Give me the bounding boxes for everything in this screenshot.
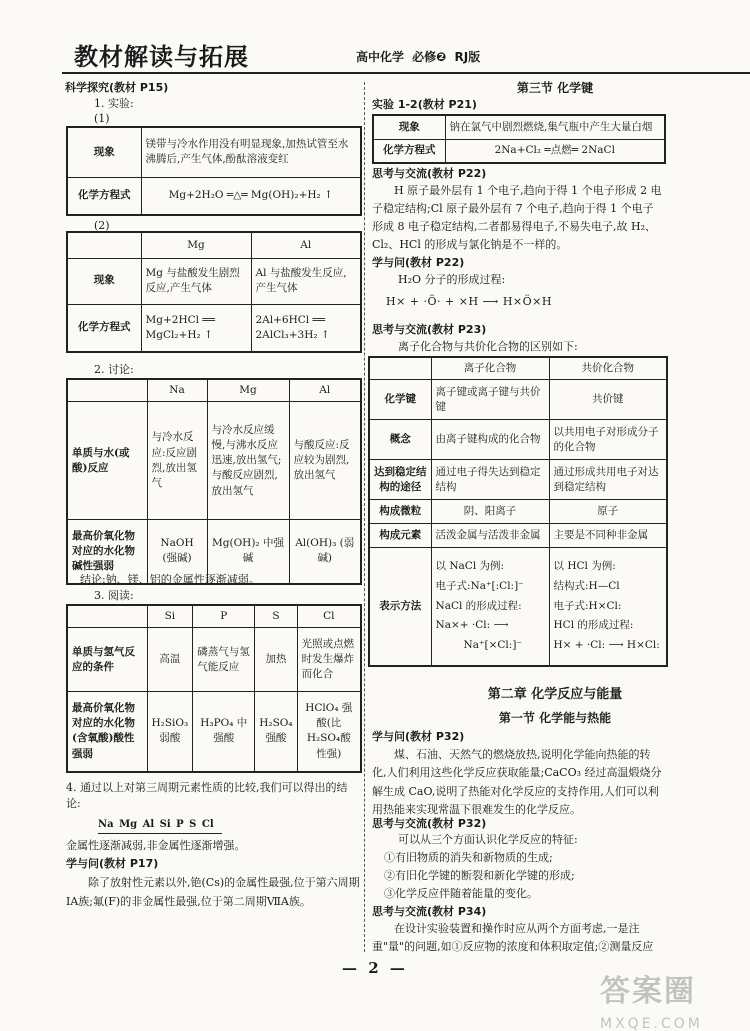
cell: Mg+2H₂O ═△═ Mg(OH)₂+H₂ ↑ [141,177,361,215]
cell [369,357,431,380]
section-title-chemical-bond: 第三节 化学键 [516,81,594,95]
watermark [600,970,750,1031]
heading-think-p34: 思考与交流(教材 P34) [372,905,487,918]
table-na-mg-al [66,378,362,585]
item-experiment: 1. 实验: [94,97,134,110]
table-ionic-covalent [368,356,668,667]
cell: Mg [141,232,251,258]
feature-2: ②有旧化学键的断裂和新化学键的形成; [384,869,575,882]
cell: 原子 [549,500,667,524]
cell: 磷蒸气与氢气能反应 [193,628,255,692]
cell: 最高价氧化物对应的水化物碱性强弱 [67,520,147,584]
cell: 表示方法 [369,548,431,666]
ionic-example-label: 以 NaCl 为例: [435,559,505,572]
cell [67,232,141,258]
item-reading: 3. 阅读: [94,589,134,602]
cell: 构成微粒 [369,500,431,524]
cell [549,548,667,666]
cell: HClO₄ 强酸(比H₂SO₄酸性强) [297,692,361,772]
cell: Al [251,232,361,258]
item-discussion: 2. 讨论: [94,363,134,376]
heading-science-inquiry: 科学探究(教材 P15) [65,81,169,94]
cell: Al [289,379,361,402]
cell: 通过电子得失达到稳定结构 [431,460,549,500]
cell: H₂SiO₃ 弱酸 [147,692,193,772]
cell: 单质与氢气反应的条件 [67,628,147,692]
cell: 化学方程式 [67,304,141,352]
cell: 以共用电子对形成分子的化合物 [549,420,667,460]
cell: 化学键 [369,380,431,420]
cell: 离子化合物 [431,357,549,380]
column-divider [364,82,365,952]
cell: 单质与水(或酸)反应 [67,402,147,520]
element-sequence: Na Mg Al Si P S Cl [98,819,214,830]
cell: 光照或点燃时发生爆炸而化合 [297,628,361,692]
cell: 镁带与冷水作用没有明显现象,加热试管至水沸腾后,产生气体,酚酞溶液变红 [141,127,361,177]
item-sub1: (1) [94,112,110,125]
h2o-formation-formula: H× + ·Ö· + ×H ⟶ H×Ö×H [386,295,552,308]
answer-p34: 在设计实验装置和操作时应从两个方面考虑,一是注重"量"的问题,如①反应物的浓度和体积取定值;②测量反应 [372,922,654,954]
conclusion-text: 结论:钠、镁、铝的金属性逐渐减弱。 [80,573,260,586]
cell [67,605,147,628]
watermark-url: MXQE.COM [600,1015,703,1031]
ionic-formation-right: Na⁺[×Cl:]⁻ [463,639,522,652]
cell: 离子键或离子键与共价键 [431,380,549,420]
section-title-energy: 第一节 化学能与热能 [498,711,612,725]
table-si-p-s-cl [66,604,362,773]
answer-p17: 除了放射性元素以外,铯(Cs)的金属性最强,位于第六周期ⅠA族;氟(F)的非金属性最强,位于第二周期ⅦA族。 [66,876,360,908]
cell: 现象 [373,115,445,139]
cell: 由离子键构成的化合物 [431,420,549,460]
table-na-cl [372,114,666,164]
heading-study-p22: 学与问(教材 P22) [372,256,465,269]
feature-1: ①有旧物质的消失和新物质的生成; [384,851,553,864]
cell: 现象 [67,258,141,304]
cell: 通过形成共用电子对达到稳定结构 [549,460,667,500]
cell: 2Al+6HCl ══ 2AlCl₃+3H₂ ↑ [251,304,361,352]
covalent-electron-formula: 电子式:H×Cl: [553,599,622,612]
cell: Al(OH)₃ (弱碱) [289,520,361,584]
sequence-arrow [98,833,222,834]
heading-study-p32: 学与问(教材 P32) [372,730,465,743]
cell: 构成元素 [369,524,431,548]
covalent-structure-formula: 结构式:H—Cl [553,579,620,592]
cell: 与冷水反应缓慢,与沸水反应迅速,放出氢气;与酸反应剧烈,放出氢气 [207,402,289,520]
h2o-formation-label: H₂O 分子的形成过程: [398,273,506,286]
covalent-formation-formula: H× + ·Cl: ⟶ H×Cl: [553,639,660,652]
cell: 活泼金属与活泼非金属 [431,524,549,548]
chapter-title: 第二章 化学反应与能量 [487,687,623,702]
cell: P [193,605,255,628]
item-sub2: (2) [94,219,110,232]
compare-intro: 离子化合物与共价化合物的区别如下: [398,340,578,353]
cell: 加热 [255,628,297,692]
cell: 高温 [147,628,193,692]
cell: 钠在氯气中剧烈燃烧,集气瓶中产生大量白烟 [445,115,665,139]
page-number: — 2 — [342,959,408,977]
cell: NaOH (强碱) [147,520,207,584]
answer-p32: 煤、石油、天然气的燃烧放热,说明化学能向热能的转化,人们利用这些化学反应获取能量;CaCO₃ 经过高温煅烧分解生成 CaO,说明了热能对化学反应的支持作用,人们可以利用热能来实现常温下很难发生的化学反应。 [372,748,662,817]
item-conclusion-question: 4. 通过以上对第三周期元素性质的比较,我们可以得出的结论: [66,781,348,810]
cell: H₃PO₄ 中强酸 [193,692,255,772]
heading-think-p23: 思考与交流(教材 P23) [372,323,487,336]
cell: 化学方程式 [373,139,445,163]
heading-study-p17: 学与问(教材 P17) [66,857,159,870]
cell [67,379,147,402]
periodic-conclusion: 金属性逐渐减弱,非金属性逐渐增强。 [66,839,246,852]
covalent-formation-label: HCl 的形成过程: [553,619,634,632]
cell: 与酸反应:反应较为剧烈,放出氢气 [289,402,361,520]
cell: Si [147,605,193,628]
cell: H₂SO₄ 强酸 [255,692,297,772]
book-title: 教材解读与拓展 [74,43,249,71]
cell: 与冷水反应:反应剧烈,放出氢气 [147,402,207,520]
cell: Mg [207,379,289,402]
cell: 主要是不同种非金属 [549,524,667,548]
cell: Mg(OH)₂ 中强碱 [207,520,289,584]
cell [431,548,549,666]
ionic-electron-formula: 电子式:Na⁺[:Cl:]⁻ [435,579,524,592]
feature-3: ③化学反应伴随着能量的变化。 [384,887,538,900]
cell: 最高价氧化物对应的水化物(含氧酸)酸性强弱 [67,692,147,772]
heading-think-p32: 思考与交流(教材 P32) [372,817,487,830]
heading-think-p22: 思考与交流(教材 P22) [372,167,487,180]
cell: Al 与盐酸发生反应,产生气体 [251,258,361,304]
cell: Mg 与盐酸发生剧烈反应,产生气体 [141,258,251,304]
cell: Na [147,379,207,402]
cell: 概念 [369,420,431,460]
cell: 共价键 [549,380,667,420]
book-subtitle: 高中化学 必修❷ RJ版 [356,50,481,64]
answer-p22: H 原子最外层有 1 个电子,趋向于得 1 个电子形成 2 电子稳定结构;Cl 原子最外层有 7 个电子,趋向于得 1 个电子形成 8 电子稳定结构,二者都易得电子,不易失电子,故 H₂、Cl₂、HCl 的形成与氯化钠是不一样的。 [372,184,662,252]
cell: Mg+2HCl ══ MgCl₂+H₂ ↑ [141,304,251,352]
watermark-logo: 答案圈 [600,974,696,1009]
features-intro: 可以从三个方面认识化学反应的特征: [398,833,578,846]
ionic-formation-label: NaCl 的形成过程: [435,599,522,612]
page-header [62,38,750,74]
cell: Cl [297,605,361,628]
cell: 共价化合物 [549,357,667,380]
heading-experiment-1-2: 实验 1-2(教材 P21) [372,98,477,111]
table-mg-water [66,126,362,216]
covalent-example-label: 以 HCl 为例: [553,559,616,572]
cell: 阴、阳离子 [431,500,549,524]
cell: 化学方程式 [67,177,141,215]
table-mg-al-acid [66,231,362,353]
cell: 现象 [67,127,141,177]
ionic-formation-left: Na×+ ·Cl: ⟶ [435,619,509,632]
cell: S [255,605,297,628]
cell: 达到稳定结构的途径 [369,460,431,500]
cell: 2Na+Cl₂ ═点燃═ 2NaCl [445,139,665,163]
